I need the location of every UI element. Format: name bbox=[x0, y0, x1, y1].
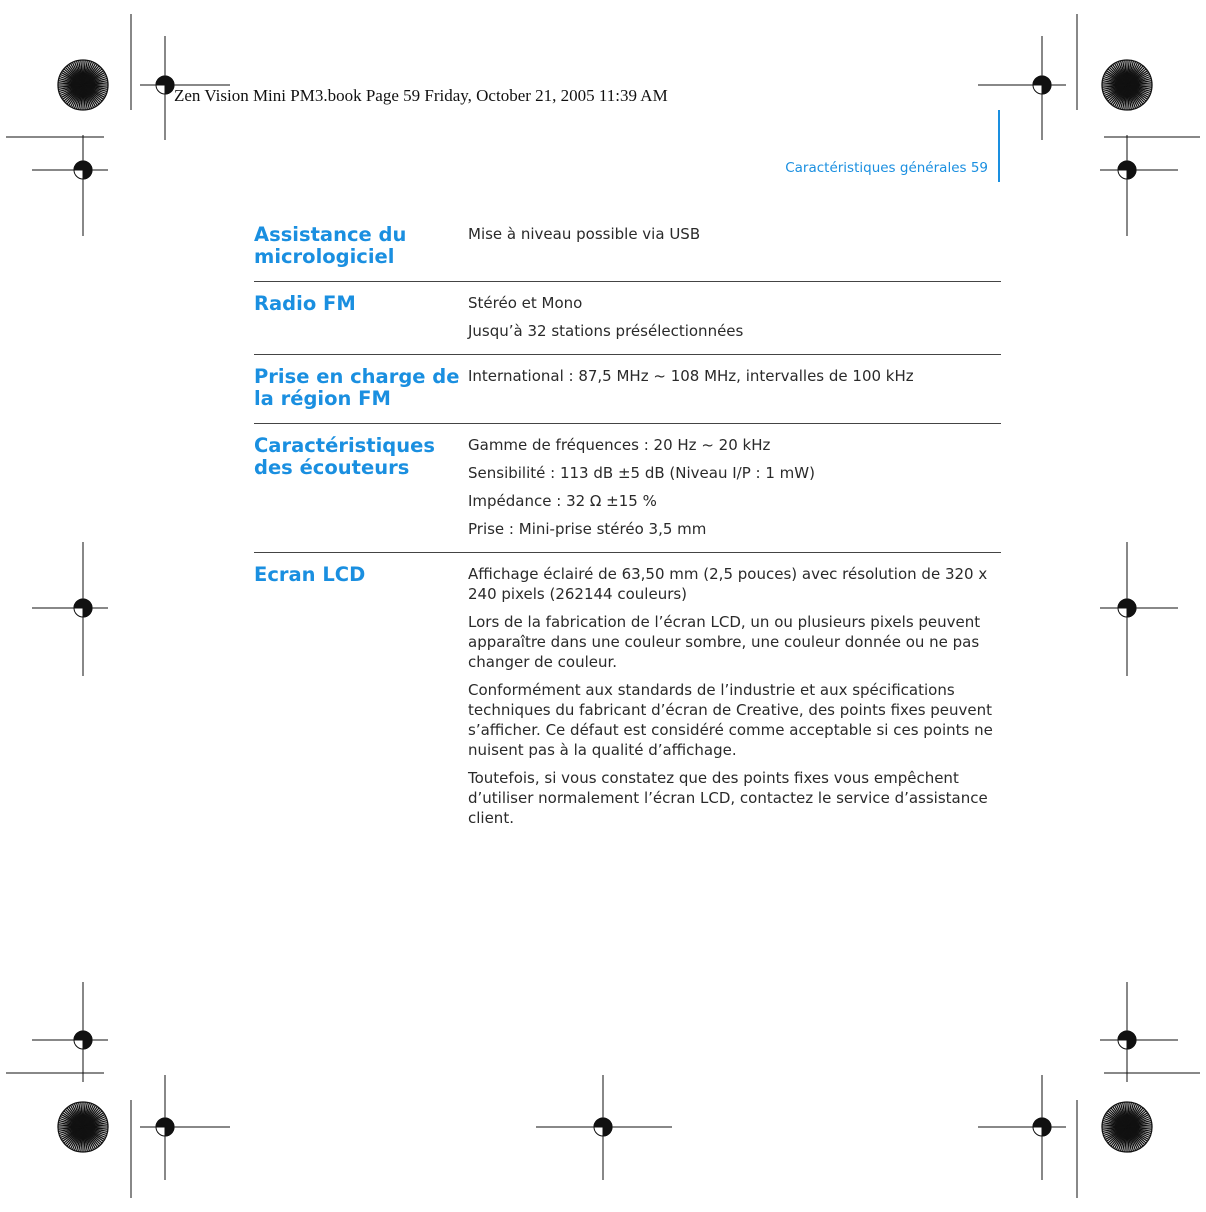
print-slug: Zen Vision Mini PM3.book Page 59 Friday, October 21, 2005 11:39 AM bbox=[174, 86, 668, 105]
starburst-icon bbox=[1102, 1102, 1152, 1152]
spec-value: Affichage éclairé de 63,50 mm (2,5 pouces) avec résolution de 320 x 240 pixels (262144 couleurs) bbox=[468, 565, 988, 603]
registration-target-icon bbox=[978, 36, 1066, 140]
registration-target-icon bbox=[32, 542, 108, 676]
spec-value: Prise : Mini-prise stéréo 3,5 mm bbox=[468, 520, 707, 538]
spec-values bbox=[468, 433, 1001, 539]
spec-row bbox=[254, 281, 1001, 341]
spec-values bbox=[468, 364, 1001, 410]
spec-row bbox=[254, 423, 1001, 539]
spec-row bbox=[254, 222, 1001, 268]
spec-row bbox=[254, 354, 1001, 410]
spec-value: Lors de la fabrication de l’écran LCD, un ou plusieurs pixels peuvent apparaître dans une couleur sombre, une couleur donnée ou ne pas changer de couleur. bbox=[468, 613, 981, 671]
registration-target-icon bbox=[1100, 982, 1178, 1082]
spec-label: Ecran LCD bbox=[254, 563, 366, 586]
spec-value: Impédance : 32 Ω ±15 % bbox=[468, 492, 657, 510]
spec-values bbox=[468, 222, 1001, 268]
registration-target-icon bbox=[536, 1075, 672, 1180]
running-head: Caractéristiques générales 59 bbox=[785, 160, 988, 176]
spec-label: Radio FM bbox=[254, 292, 356, 315]
registration-target-icon bbox=[32, 135, 108, 236]
starburst-icon bbox=[58, 60, 108, 110]
spec-value: Gamme de fréquences : 20 Hz ~ 20 kHz bbox=[468, 436, 771, 454]
spec-value: Sensibilité : 113 dB ±5 dB (Niveau I/P : 1 mW) bbox=[468, 464, 815, 482]
spec-value: Toutefois, si vous constatez que des points fixes vous empêchent d’utiliser normalement l’écran LCD, contactez le service d’assistance client. bbox=[468, 769, 988, 827]
spec-values bbox=[468, 291, 1001, 341]
starburst-icon bbox=[1102, 60, 1152, 110]
spec-label: Caractéristiques des écouteurs bbox=[254, 434, 435, 479]
registration-target-icon bbox=[978, 1075, 1066, 1180]
registration-target-icon bbox=[1100, 135, 1178, 236]
spec-value: Mise à niveau possible via USB bbox=[468, 225, 701, 243]
registration-target-icon bbox=[1100, 542, 1178, 676]
spec-row bbox=[254, 552, 1001, 828]
running-head-rule bbox=[998, 110, 1000, 182]
registration-target-icon bbox=[140, 1075, 230, 1180]
spec-value: International : 87,5 MHz ~ 108 MHz, intervalles de 100 kHz bbox=[468, 367, 914, 385]
spec-value: Conformément aux standards de l’industrie et aux spécifications techniques du fabricant d’écran de Creative, des points fixes peuvent s’afficher. Ce défaut est considéré comme acceptable si ces points ne nuisent pas à la qualité d’affichage. bbox=[468, 681, 993, 759]
registration-target-icon bbox=[32, 982, 108, 1082]
spec-value: Stéréo et Mono bbox=[468, 294, 583, 312]
spec-label: Assistance du micrologiciel bbox=[254, 223, 407, 268]
spec-label: Prise en charge de la région FM bbox=[254, 365, 460, 410]
starburst-icon bbox=[58, 1102, 108, 1152]
spec-table bbox=[254, 222, 1001, 828]
spec-values bbox=[468, 562, 1001, 828]
spec-value: Jusqu’à 32 stations présélectionnées bbox=[468, 322, 744, 340]
